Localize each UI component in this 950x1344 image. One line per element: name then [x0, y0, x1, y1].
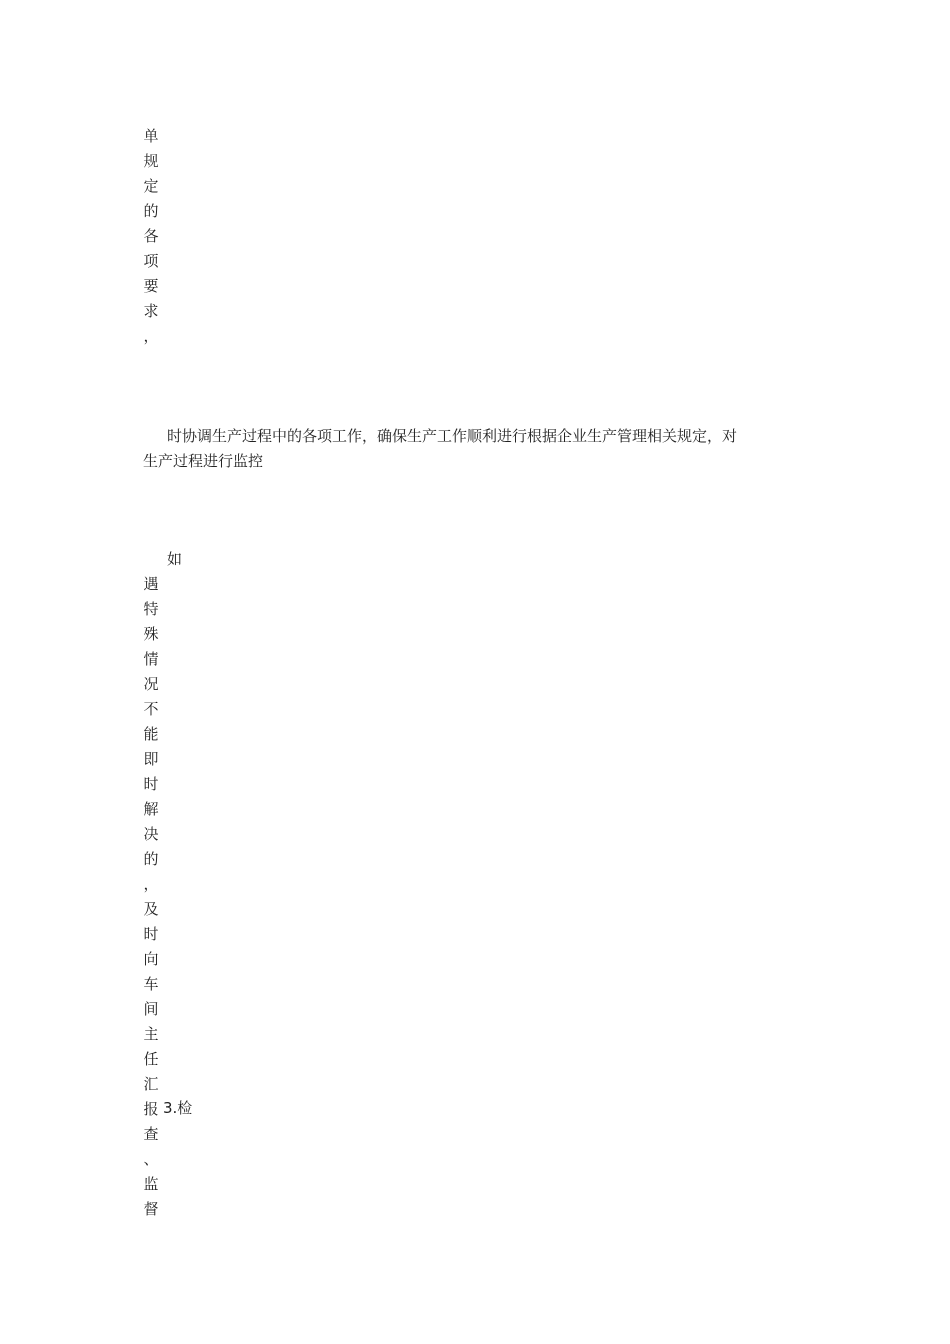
vertical-text-block-1: [142, 124, 162, 349]
vertical-block-1-char: 求: [143, 302, 159, 320]
vertical-block-2-char: ，: [143, 875, 159, 893]
vertical-block-2-char: 任: [143, 1050, 159, 1068]
vertical-block-2-char: 车: [143, 975, 159, 993]
vertical-block-2-char: 不: [143, 700, 159, 718]
vertical-block-2-char: 向: [143, 950, 159, 968]
vertical-block-1-char: 各: [143, 227, 159, 245]
vertical-block-2-char: 、: [143, 1150, 159, 1168]
vertical-block-2-char: 的: [143, 850, 159, 868]
vertical-block-2-char: 殊: [143, 625, 159, 643]
vertical-block-2-char: 特: [143, 600, 159, 618]
paragraph: [143, 424, 813, 474]
vertical-text-block-2: [142, 572, 162, 1222]
vertical-block-2-char: 况: [143, 675, 159, 693]
vertical-block-2-char: 监: [143, 1175, 159, 1193]
vertical-block-2-char: 即: [143, 750, 159, 768]
vertical-block-2-char: 决: [143, 825, 159, 843]
vertical-text-block-2-first-char: 如: [167, 550, 183, 568]
paragraph-line-1: 时协调生产过程中的各项工作，确保生产工作顺利进行根据企业生产管理相关规定，对: [167, 427, 738, 445]
vertical-block-2-char: 遇: [143, 575, 159, 593]
vertical-block-1-char: 定: [143, 177, 159, 195]
vertical-block-2-char: 时: [143, 925, 159, 943]
vertical-block-2-char: 情: [143, 650, 159, 668]
vertical-block-2-char: 及: [143, 900, 159, 918]
vertical-block-1-char: 项: [143, 252, 159, 270]
side-label: 3.检: [163, 1099, 193, 1117]
vertical-block-1-char: ，: [143, 327, 159, 345]
vertical-block-1-char: 的: [143, 202, 159, 220]
vertical-block-2-char: 查: [143, 1125, 159, 1143]
vertical-block-2-char: 报: [143, 1100, 159, 1118]
vertical-block-2-char: 间: [143, 1000, 159, 1018]
vertical-block-1-char: 规: [143, 152, 159, 170]
vertical-block-2-char: 汇: [143, 1075, 159, 1093]
vertical-block-2-char: 主: [143, 1025, 159, 1043]
paragraph-line-2: 生产过程进行监控: [143, 452, 264, 470]
vertical-block-2-char: 能: [143, 725, 159, 743]
vertical-block-1-char: 要: [143, 277, 159, 295]
vertical-block-2-char: 时: [143, 775, 159, 793]
vertical-block-2-char: 督: [143, 1200, 159, 1218]
vertical-block-1-char: 单: [143, 127, 159, 145]
vertical-block-2-char: 解: [143, 800, 159, 818]
